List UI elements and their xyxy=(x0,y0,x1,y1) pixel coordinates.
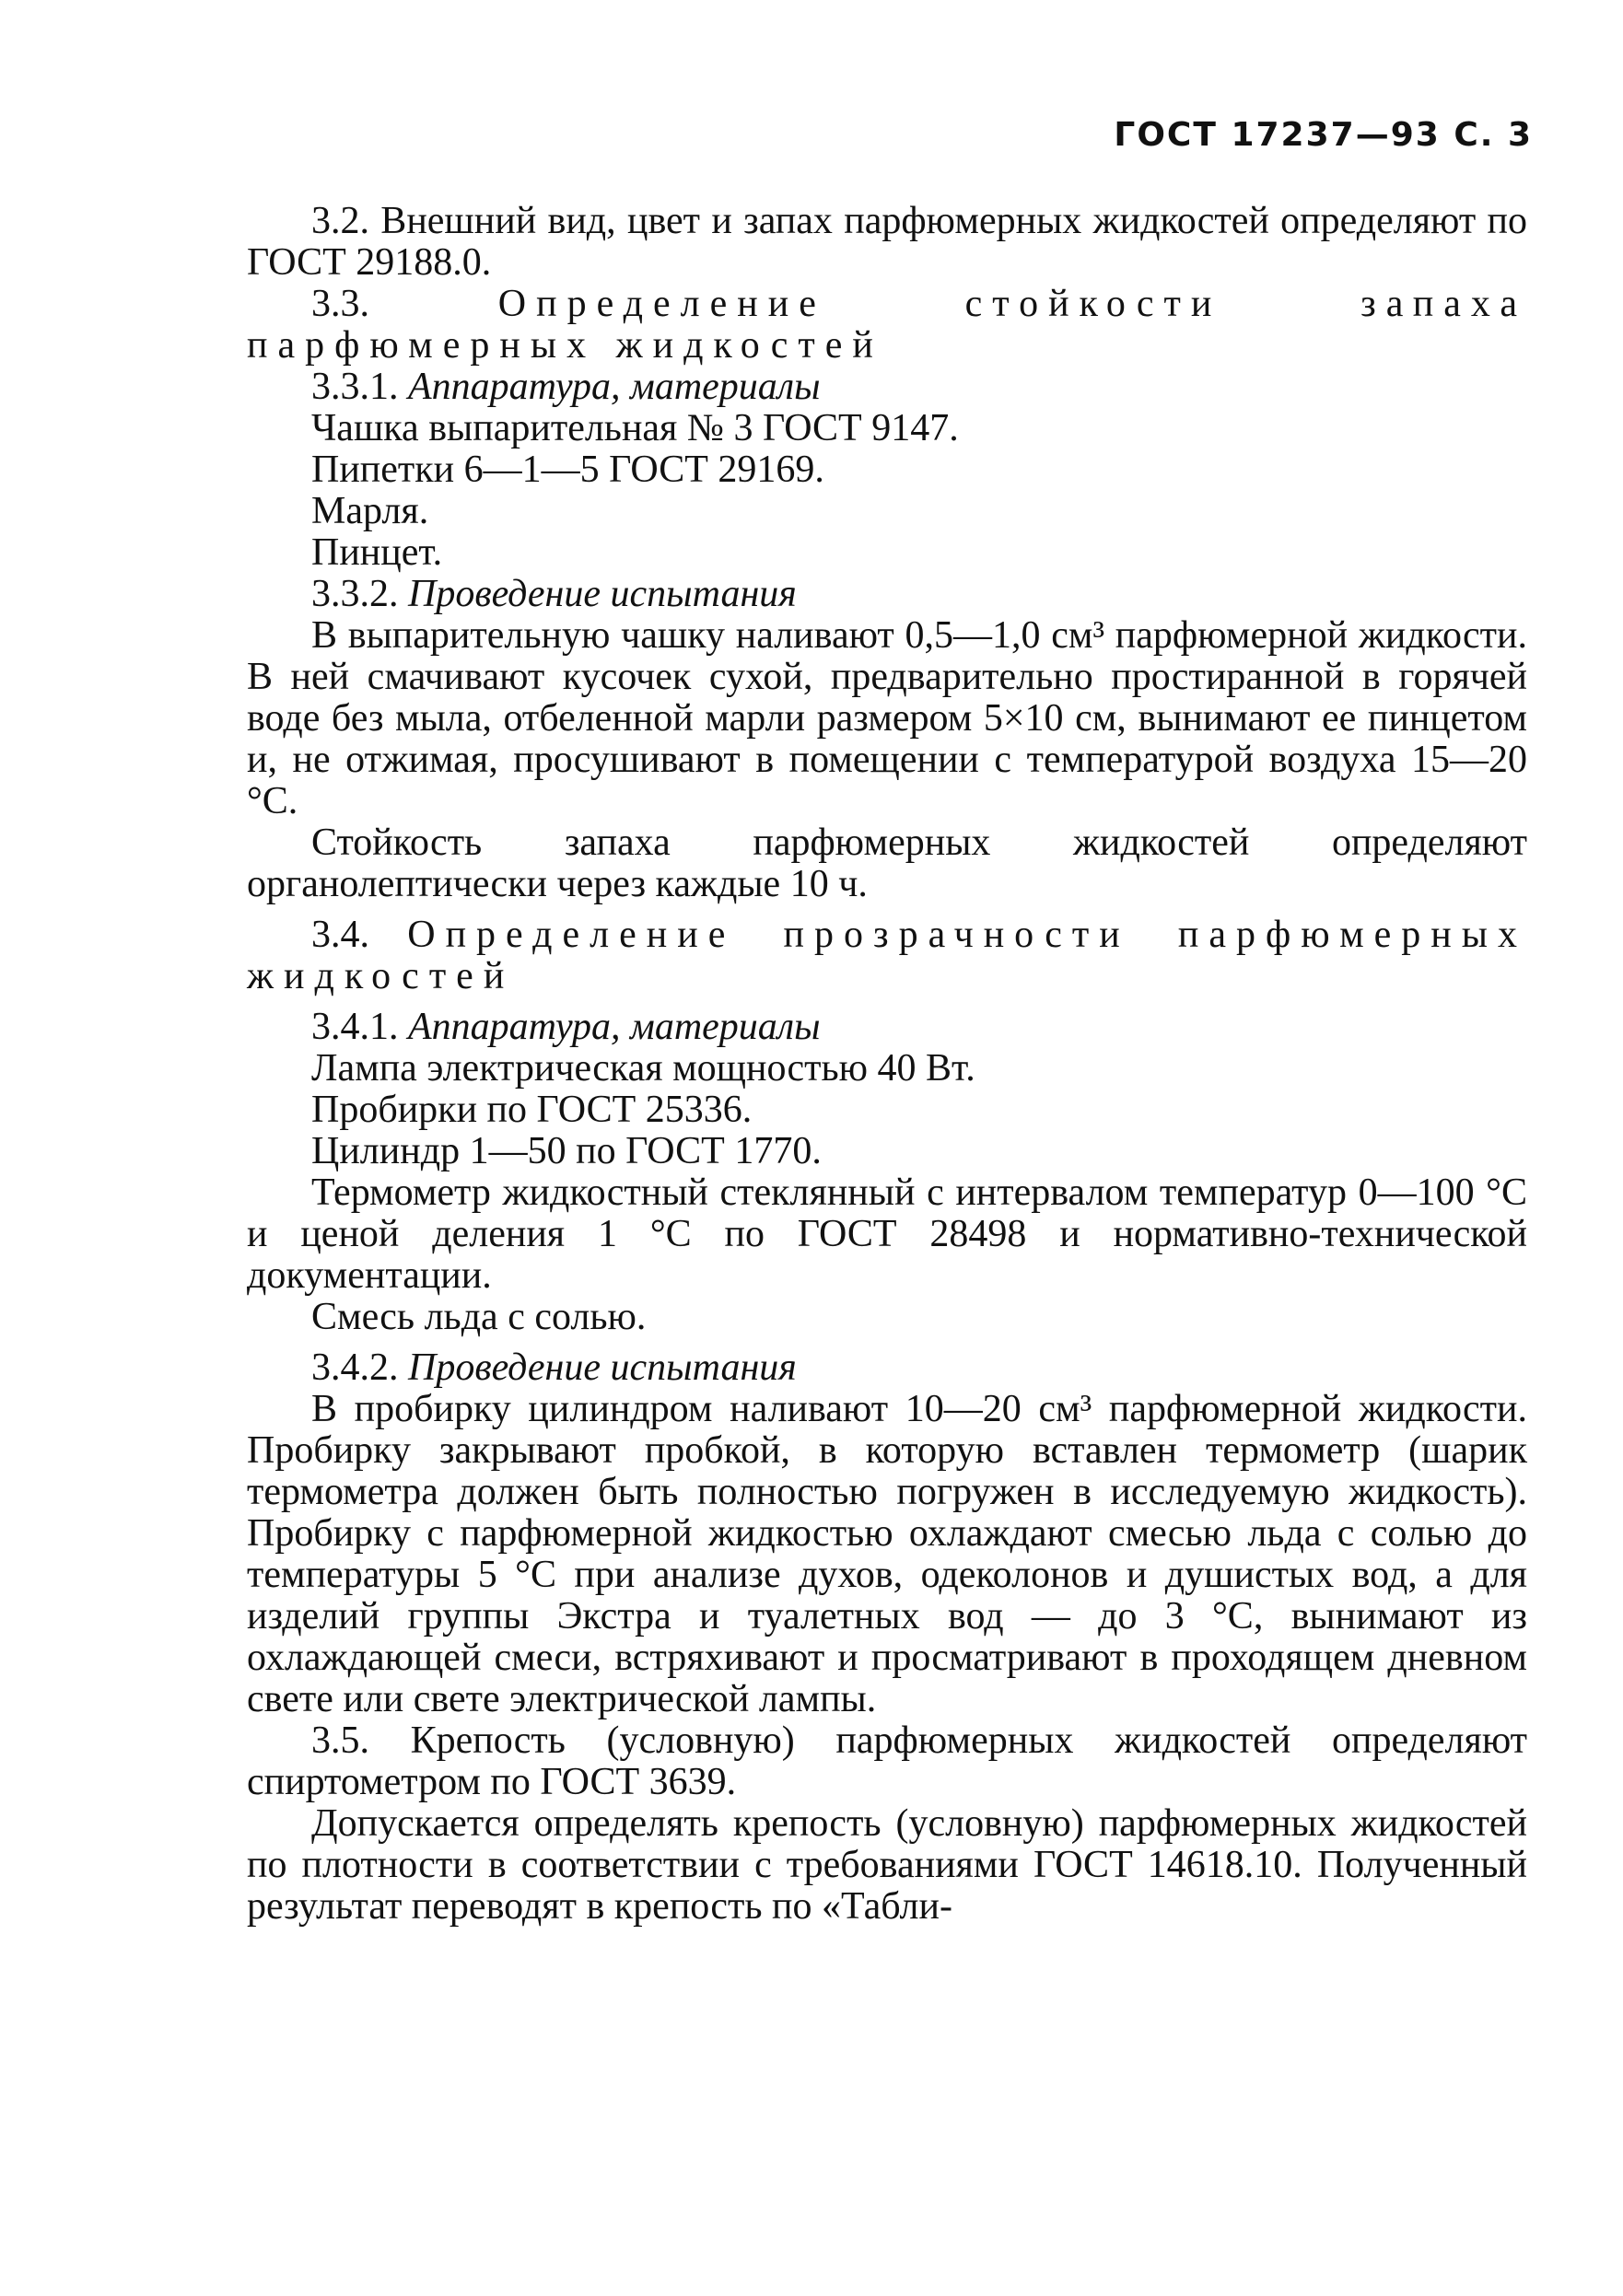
document-body xyxy=(247,201,1527,1928)
section-3-4-2-heading xyxy=(247,1347,1527,1389)
section-title: Определение прозрачности парфюмерных жидкостей xyxy=(247,914,1527,997)
section-title: Аппаратура, материалы xyxy=(408,1006,821,1048)
list-item: Марля. xyxy=(311,490,429,532)
section-number: 3.4. xyxy=(311,914,369,956)
list-item: Пипетки 6—1—5 ГОСТ 29169. xyxy=(311,449,824,491)
section-3-3-1-heading xyxy=(247,367,1527,408)
paragraph: Стойкость запаха парфюмерных жидкостей определяют органолептически через каждые 10 ч. xyxy=(247,822,1527,905)
section-number: 3.3.2. xyxy=(311,573,399,615)
section-number: 3.4.1. xyxy=(311,1006,399,1048)
section-title: Определение стойкости запаха парфюмерных жидкостей xyxy=(247,283,1527,367)
section-title: Проведение испытания xyxy=(408,573,797,615)
section-title: Проведение испытания xyxy=(408,1346,797,1389)
section-3-3-2-heading xyxy=(247,574,1527,615)
list-item: Цилиндр 1—50 по ГОСТ 1770. xyxy=(311,1130,822,1172)
list-item: Лампа электрическая мощностью 40 Вт. xyxy=(311,1047,975,1090)
paragraph: Термометр жидкостный стеклянный с интервалом температур 0—100 °С и ценой деления 1 °С по ГОСТ 28498 и нормативно-технической документации. xyxy=(247,1171,1527,1297)
page-header: ГОСТ 17237—93 С. 3 xyxy=(1114,116,1533,154)
section-3-3-heading xyxy=(247,284,1527,367)
section-number: 3.3. xyxy=(311,283,369,325)
list-item: Смесь льда с солью. xyxy=(311,1296,647,1338)
section-3-4-1-heading xyxy=(247,1007,1527,1048)
paragraph: Допускается определять крепость (условную) парфюмерных жидкостей по плотности в соответствии с требованиями ГОСТ 14618.10. Полученный результат переводят в крепость по «Табли- xyxy=(247,1802,1527,1928)
section-3-2: 3.2. Внешний вид, цвет и запах парфюмерных жидкостей определяют по ГОСТ 29188.0. xyxy=(247,200,1527,284)
list-item: Чашка выпарительная № 3 ГОСТ 9147. xyxy=(311,407,959,449)
list-item: Пинцет. xyxy=(311,531,443,574)
section-3-5: 3.5. Крепость (условную) парфюмерных жидкостей определяют спиртометром по ГОСТ 3639. xyxy=(247,1719,1527,1803)
list-item: Пробирки по ГОСТ 25336. xyxy=(311,1089,753,1131)
section-number: 3.4.2. xyxy=(311,1346,399,1389)
section-number: 3.3.1. xyxy=(311,366,399,408)
paragraph: В выпарительную чашку наливают 0,5—1,0 см³ парфюмерной жидкости. В ней смачивают кусочек сухой, предварительно простиранной в горячей воде без мыла, отбеленной марли размером 5×10 см, вынимают ее пинцетом и, не отжимая, просушивают в помещении с температурой воздуха 15—20 °С. xyxy=(247,614,1527,822)
paragraph: В пробирку цилиндром наливают 10—20 см³ парфюмерной жидкости. Пробирку закрывают пробкой, в которую вставлен термометр (шарик термометра должен быть полностью погружен в исследуемую жидкость). Пробирку с парфюмерной жидкостью охлаждают смесью льда с солью до температуры 5 °С при анализе духов, одеколонов и душистых вод, а для изделий группы Экстра и туалетных вод — до 3 °С, вынимают из охлаждающей смеси, встряхивают и просматривают в проходящем дневном свете или свете электрической лампы. xyxy=(247,1388,1527,1720)
section-title: Аппаратура, материалы xyxy=(408,366,821,408)
section-3-4-heading xyxy=(247,915,1527,997)
